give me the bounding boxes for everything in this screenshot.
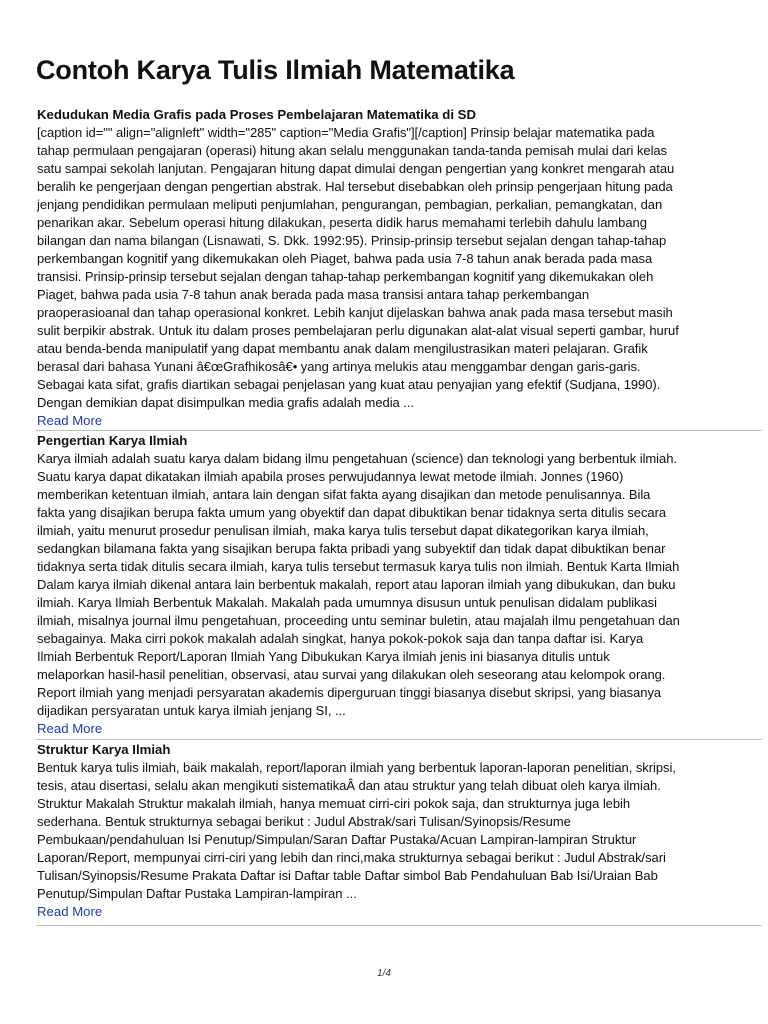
- article-line: Bentuk karya tulis ilmiah, baik makalah, report/laporan ilmiah yang berbentuk laporan-laporan penelitian, skripsi,: [37, 760, 676, 775]
- article-line: Laporan/Report, mempunyai cirri-ciri yang lebih dan rinci,maka strukturnya sebagai berikut : Judul Abstrak/sari: [37, 850, 666, 865]
- article-line: penarikan akar. Sebelum operasi hitung dilakukan, peserta didik harus memahami terlebih dahulu lambang: [37, 215, 647, 230]
- article-title: Kedudukan Media Grafis pada Proses Pembelajaran Matematika di SD: [37, 107, 476, 122]
- article-media-grafis: [37, 106, 762, 430]
- article-line: dijadikan persyaratan untuk karya ilmiah jenjang SI, ...: [37, 703, 346, 718]
- article-line: Ilmiah Berbentuk Report/Laporan Ilmiah Yang Dibukukan Karya ilmiah jenis ini biasanya ditulis untuk: [37, 649, 610, 664]
- article-line: perkembangan kognitif yang dikemukakan oleh Piaget, bahwa pada usia 7-8 tahun anak berada pada masa: [37, 251, 653, 266]
- article-line: Karya ilmiah adalah suatu karya dalam bidang ilmu pengetahuan (science) dan teknologi yang berbentuk ilmiah.: [37, 451, 677, 466]
- article-pengertian: [37, 432, 762, 738]
- section-divider: [36, 925, 762, 926]
- article-line: ilmiah, yaitu menurut prosedur penulisan ilmiah, maka karya tulis tersebut dapat dikategorikan karya ilmiah,: [37, 523, 649, 538]
- article-line: fakta yang disajikan berupa fakta umum yang obyektif dan dapat dibuktikan benar tidaknya serta ditulis secara: [37, 505, 667, 520]
- page-number: 1/4: [377, 968, 391, 979]
- article-line: ilmiah, misalnya journal ilmu pengetahuan, proceeding untu seminar buletin, atau majalah ilmu pengetahuan dan: [37, 613, 680, 628]
- article-line: sedangkan bilamana fakta yang sisajikan berupa fakta pribadi yang subyektif dan tidak dapat dibuktikan benar: [37, 541, 666, 556]
- article-line: ilmiah. Karya Ilmiah Berbentuk Makalah. Makalah pada umumnya disusun untuk penulisan didalam publikasi: [37, 595, 657, 610]
- section-divider: [36, 430, 762, 431]
- article-line: jenjang pendidikan permulaan meliputi penjumlahan, pengurangan, pembagian, perkalian, pemangkatan, dan: [37, 197, 663, 212]
- article-line: transisi. Prinsip-prinsip tersebut sejalan dengan tahap-tahap perkembangan kognitif yang dikemukakan oleh: [37, 269, 654, 284]
- article-line: melaporkan hasil-hasil penelitian, observasi, atau survai yang dilakukan oleh seseorang atau kelompok orang.: [37, 667, 666, 682]
- article-line: Pembukaan/pendahuluan Isi Penutup/Simpulan/Saran Daftar Pustaka/Acuan Lampiran-lampiran Struktur: [37, 832, 637, 847]
- article-line: Penutup/Simpulan Daftar Pustaka Lampiran-lampiran ...: [37, 886, 357, 901]
- article-line: sulit berpikir abstrak. Untuk itu dalam proses pembelajaran perlu digunakan alat-alat visual seperti gambar, huruf: [37, 323, 679, 338]
- article-line: berasal dari bahasa Yunani â€œGrafhikosâ€• yang artinya melukis atau menggambar dengan garis-garis.: [37, 359, 641, 374]
- article-line: tidaknya serta tidak ditulis secara ilmiah, karya tulis tersebut termasuk karya tulis non ilmiah. Bentuk Karta Ilmiah: [37, 559, 680, 574]
- article-line: atau benda-benda manipulatif yang dapat membantu anak dalam mengilustrasikan materi pelajaran. Grafik: [37, 341, 648, 356]
- article-line: tesis, atau disertasi, selalu akan mengikuti sistematikaÂ dan atau struktur yang telah dibuat oleh karya ilmiah.: [37, 778, 661, 793]
- article-line: memberikan ketentuan ilmiah, antara lain dengan sifat fakta ayang disajikan dan metode penulisannya. Bila: [37, 487, 651, 502]
- article-line: [caption id="" align="alignleft" width="285" caption="Media Grafis"][/caption] Prinsip belajar matematika pada: [37, 125, 655, 140]
- article-line: sederhana. Bentuk strukturnya sebagai berikut : Judul Abstrak/sari Tulisan/Syinopsis/Resume: [37, 814, 571, 829]
- article-struktur: [37, 741, 762, 921]
- article-title: Pengertian Karya Ilmiah: [37, 433, 188, 448]
- section-divider: [36, 739, 762, 740]
- article-line: Piaget, bahwa pada usia 7-8 tahun anak berada pada masa transisi antara tahap perkembangan: [37, 287, 590, 302]
- article-line: Suatu karya dapat dikatakan ilmiah apabila proses perwujudannya lewat metode ilmiah. Jonnes (1960): [37, 469, 624, 484]
- article-line: beralih ke pengerjaan dengan pengertian abstrak. Hal tersebut disebabkan oleh prinsip pengerjaan hitung pada: [37, 179, 673, 194]
- read-more-link[interactable]: Read More: [37, 721, 103, 736]
- article-line: satu sampai sekolah lanjutan. Pengajaran hitung dapat dimulai dengan pengertian yang konkret mengarah atau: [37, 161, 675, 176]
- page-title: Contoh Karya Tulis Ilmiah Matematika: [36, 55, 515, 85]
- article-line: tahap permulaan pengajaran (operasi) hitung akan selalu menggunakan tanda-tanda pemisah mulai dari kelas: [37, 143, 668, 158]
- article-line: Dengan demikian dapat disimpulkan media grafis adalah media ...: [37, 395, 414, 410]
- article-line: Tulisan/Syinopsis/Resume Prakata Daftar isi Daftar table Daftar simbol Bab Pendahuluan Bab Isi/Uraian Bab: [37, 868, 658, 883]
- article-line: Struktur Makalah Struktur makalah ilmiah, hanya memuat cirri-ciri pokok saja, dan strukturnya juga lebih: [37, 796, 631, 811]
- read-more-link[interactable]: Read More: [37, 413, 103, 428]
- article-line: Sebagai kata sifat, grafis diartikan sebagai penjelasan yang kuat atau penyajian yang efektif (Sudjana, 1990).: [37, 377, 661, 392]
- article-line: bilangan dan nama bilangan (Lisnawati, S. Dkk. 1992:95). Prinsip-prinsip tersebut sejalan dengan tahap-tahap: [37, 233, 667, 248]
- article-title: Struktur Karya Ilmiah: [37, 742, 171, 757]
- article-line: Dalam karya ilmiah dikenal antara lain berbentuk makalah, report atau laporan ilmiah yang dibukukan, dan buku: [37, 577, 676, 592]
- article-line: praoperasioanal dan tahap operasional konkret. Lebih kanjut dijelaskan bahwa anak pada masa tersebut masih: [37, 305, 673, 320]
- article-line: Report ilmiah yang menjadi persyaratan akademis diperguruan tinggi biasanya disebut skripsi, yang biasanya: [37, 685, 662, 700]
- read-more-link[interactable]: Read More: [37, 904, 103, 919]
- article-line: sebagainya. Maka cirri pokok makalah adalah singkat, hanya pokok-pokok saja dan tanpa daftar isi. Karya: [37, 631, 644, 646]
